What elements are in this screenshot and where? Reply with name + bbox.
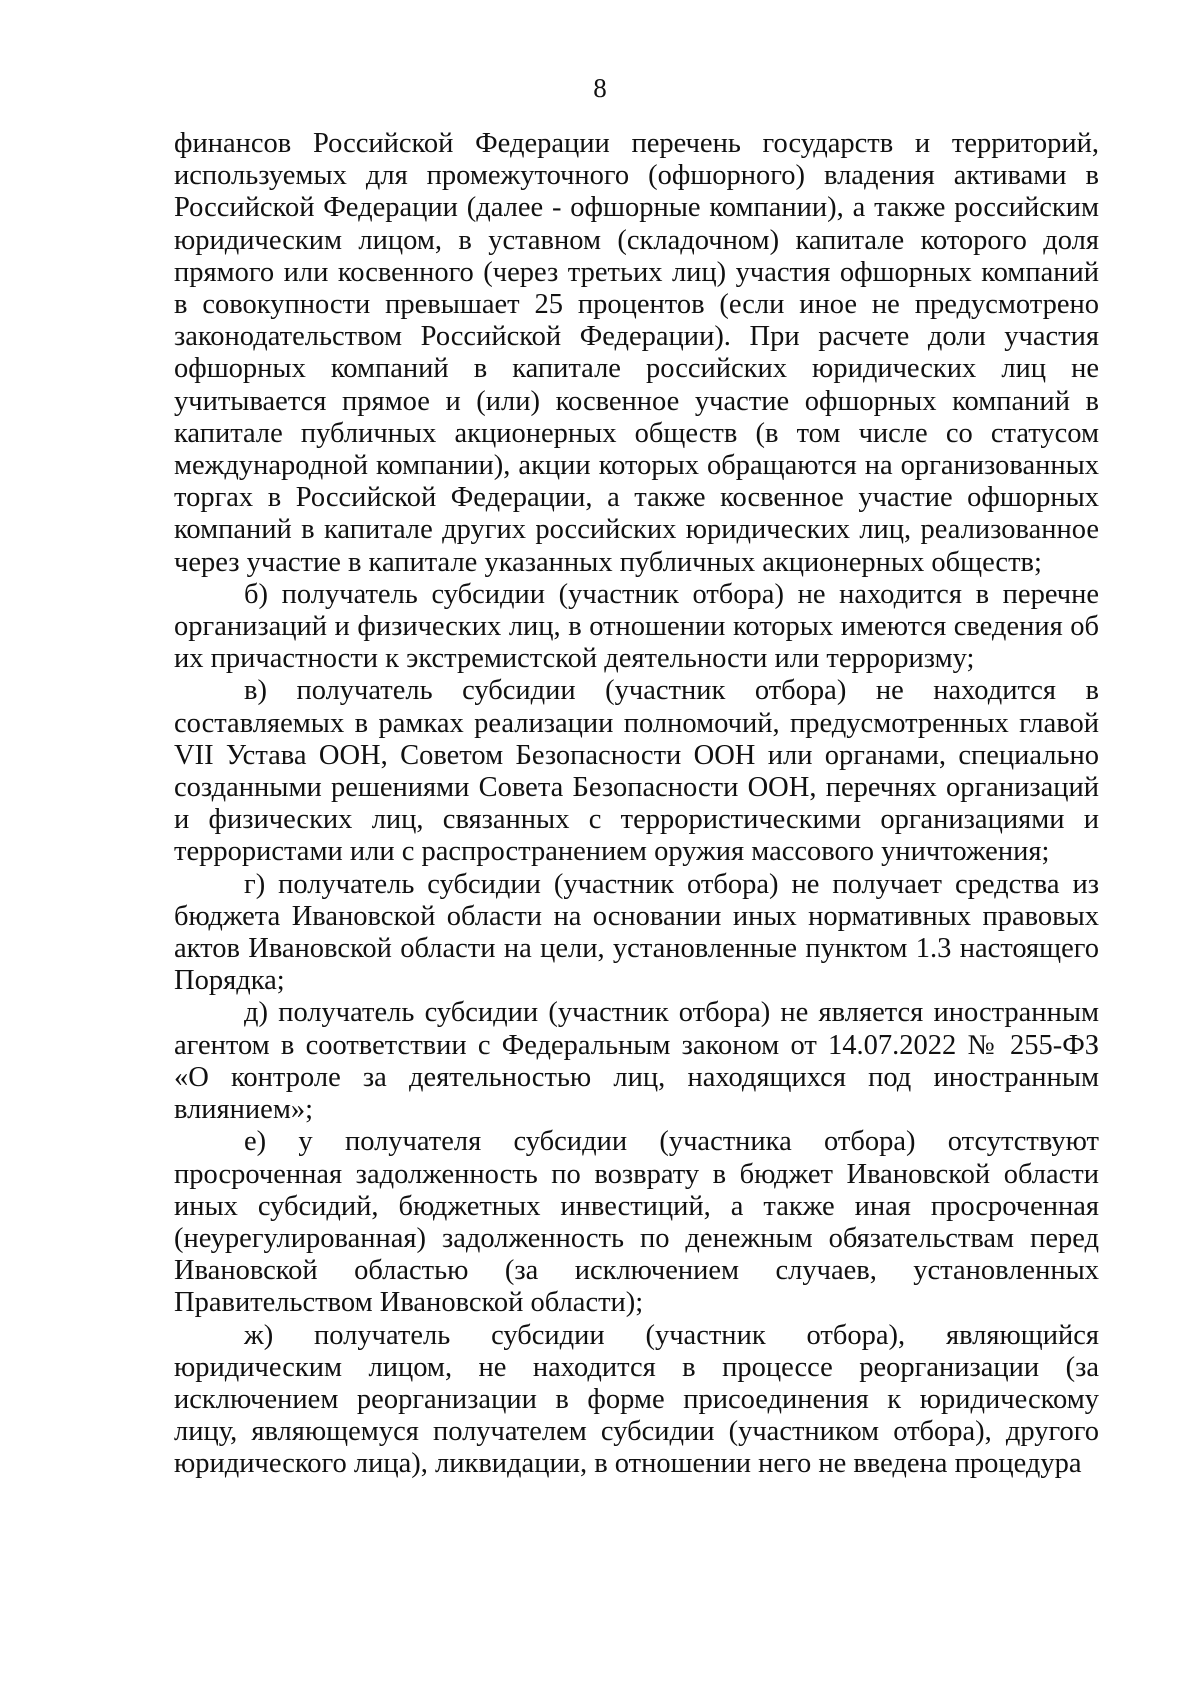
paragraph-item-e: е) у получателя субсидии (участника отбора) отсутствуют просроченная задолженность по возврату в бюджет Ивановской области иных субсидий, бюджетных инвестиций, а также иная просроченная (неурегулированная) задолженность по денежным обязательствам перед Ивановской областью (за исключением случаев, установленных Правительством Ивановской области); bbox=[174, 1126, 1099, 1319]
paragraph-item-zh: ж) получатель субсидии (участник отбора), являющийся юридическим лицом, не находится в процессе реорганизации (за исключением реорганизации в форме присоединения к юридическому лицу, являющемуся получателем субсидии (участником отбора), другого юридического лица), ликвидации, в отношении него не введена процедура bbox=[174, 1319, 1099, 1480]
paragraph-item-d: д) получатель субсидии (участник отбора) не является иностранным агентом в соответствии с Федеральным законом от 14.07.2022 № 255-ФЗ «О контроле за деятельностью лиц, находящихся под иностранным влиянием»; bbox=[174, 997, 1099, 1126]
paragraph-item-b: б) получатель субсидии (участник отбора) не находится в перечне организаций и физических лиц, в отношении которых имеются сведения об их причастности к экстремистской деятельности или терроризму; bbox=[174, 578, 1099, 675]
paragraph-continuation: финансов Российской Федерации перечень государств и территорий, используемых для промежуточного (офшорного) владения активами в Российской Федерации (далее - офшорные компании), а также российским юридическим лицом, в уставном (складочном) капитале которого доля прямого или косвенного (через третьих лиц) участия офшорных компаний в совокупности превышает 25 процентов (если иное не предусмотрено законодательством Российской Федерации). При расчете доли участия офшорных компаний в капитале российских юридических лиц не учитывается прямое и (или) косвенное участие офшорных компаний в капитале публичных акционерных обществ (в том числе со статусом международной компании), акции которых обращаются на организованных торгах в Российской Федерации, а также косвенное участие офшорных компаний в капитале других российских юридических лиц, реализованное через участие в капитале указанных публичных акционерных обществ; bbox=[174, 128, 1099, 578]
paragraph-item-v: в) получатель субсидии (участник отбора) не находится в составляемых в рамках реализации полномочий, предусмотренных главой VII Устава ООН, Советом Безопасности ООН или органами, специально созданными решениями Совета Безопасности ООН, перечнях организаций и физических лиц, связанных с террористическими организациями и террористами или с распространением оружия массового уничтожения; bbox=[174, 675, 1099, 868]
paragraph-item-g: г) получатель субсидии (участник отбора) не получает средства из бюджета Ивановской области на основании иных нормативных правовых актов Ивановской области на цели, установленные пунктом 1.3 настоящего Порядка; bbox=[174, 868, 1099, 997]
page-number: 8 bbox=[593, 73, 607, 103]
document-body bbox=[174, 128, 1099, 1481]
